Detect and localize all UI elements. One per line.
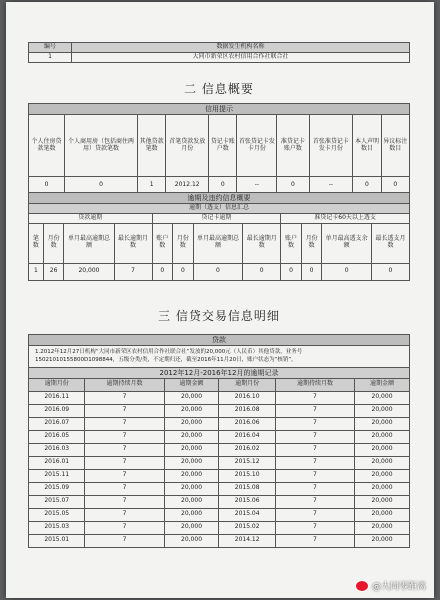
info-overview-section [28,80,410,194]
record-cell: 20,000 [355,443,410,456]
overview-value: 1 [138,177,166,194]
overview-value: -- [309,177,353,194]
credit-hint-table [28,103,410,194]
overdue-value: 0 [301,263,322,280]
record-cell: 20,000 [355,534,410,547]
overdue-summary-section [28,192,410,281]
org-row-name: 大同市新荣区农村信用合作社联合社 [72,52,410,62]
table-row [29,508,410,521]
table-row [29,534,410,547]
overview-value: 0 [29,177,65,194]
record-cell: 20,000 [164,417,219,430]
record-cell: 20,000 [355,430,410,443]
loan-note-line1: 1.2012年12月27日机构“大同市新荣区农村信用合作社联合社”发放的20,000元（人民币）其他贷款，业务号 [35,349,303,356]
record-cell: 2015.02 [219,521,275,534]
group-credit-card: 贷记卡逾期 [152,213,281,223]
overview-header: 异议标注数目 [381,115,409,177]
record-cell: 7 [85,456,164,469]
overdue-value: 0 [281,263,302,280]
record-cell: 20,000 [164,404,219,417]
overdue-value: 0 [371,263,409,280]
overdue-value: 0 [193,263,243,280]
record-cell: 20,000 [355,417,410,430]
overview-header: 准贷记卡账户数 [277,115,309,177]
overdue-header: 账户数 [152,223,173,263]
record-cell: 7 [275,417,354,430]
group-loan: 贷款逾期 [29,213,153,223]
table-row [29,430,410,443]
overdue-value: 26 [43,263,64,280]
record-cell: 2016.04 [219,430,275,443]
record-cell: 20,000 [355,508,410,521]
loan-table [28,334,410,548]
records-header: 逾期月份 [29,378,85,391]
record-cell: 2016.11 [29,391,85,404]
overdue-header: 最长逾期月数 [243,223,281,263]
overdue-header: 单月最高透支余额 [322,223,372,263]
overview-value: 2012.12 [166,177,209,194]
record-cell: 2016.07 [29,417,85,430]
table-row [29,391,410,404]
overview-value: 0 [277,177,309,194]
record-cell: 2016.09 [29,404,85,417]
record-cell: 20,000 [355,456,410,469]
record-cell: 20,000 [355,391,410,404]
overdue-header: 最长透支月数 [371,223,409,263]
org-col-name: 数据发生机构名称 [72,43,410,53]
record-cell: 2015.07 [29,495,85,508]
record-cell: 7 [85,534,164,547]
record-cell: 2015.06 [219,495,275,508]
records-header: 逾期持续月数 [275,378,354,391]
records-header: 逾期金额 [164,378,219,391]
group-semi-credit: 准贷记卡60天以上透支 [281,213,410,223]
record-cell: 7 [85,495,164,508]
overdue-header: 账户数 [281,223,302,263]
overdue-subtitle: 逾期（透支）信息汇总 [29,204,410,214]
overdue-header: 最长逾期月数 [114,223,152,263]
overdue-table [28,192,410,281]
record-cell: 2016.06 [219,417,275,430]
record-cell: 7 [275,456,354,469]
record-cell: 20,000 [164,443,219,456]
info-overview-title: 二 信息概要 [184,82,254,96]
record-cell: 7 [85,430,164,443]
record-cell: 7 [275,469,354,482]
overview-value: 0 [353,177,381,194]
overview-header: 本人声明数目 [353,115,381,177]
org-table [28,42,410,63]
record-cell: 2015.03 [29,521,85,534]
table-row [29,521,410,534]
overdue-header: 月份数 [43,223,64,263]
overview-value: -- [237,177,277,194]
record-cell: 20,000 [164,430,219,443]
record-cell: 20,000 [164,495,219,508]
overdue-value: 0 [322,263,372,280]
weibo-icon [355,580,369,592]
overdue-value: 1 [29,263,44,280]
overdue-value: 0 [243,263,281,280]
credit-detail-section [28,307,410,548]
record-cell: 7 [85,391,164,404]
record-cell: 7 [275,508,354,521]
record-cell: 7 [275,521,354,534]
overview-header: 首张准贷记卡发卡月份 [309,115,353,177]
record-cell: 2016.05 [29,430,85,443]
record-cell: 2015.12 [219,456,275,469]
overdue-value: 0 [173,263,194,280]
record-cell: 7 [85,482,164,495]
table-row [29,495,410,508]
record-cell: 20,000 [355,482,410,495]
record-cell: 20,000 [355,495,410,508]
record-cell: 2015.04 [219,508,275,521]
overdue-header: 单月最高逾期总额 [193,223,243,263]
record-cell: 2015.11 [29,469,85,482]
record-cell: 20,000 [164,534,219,547]
table-row [29,417,410,430]
org-col-no: 编号 [29,43,72,53]
overview-header: 首笔贷款发放月份 [166,115,209,177]
table-row [29,443,410,456]
record-cell: 20,000 [355,404,410,417]
records-title: 2012年12月-2016年12月的逾期记录 [29,367,410,378]
record-cell: 7 [85,417,164,430]
record-cell: 20,000 [164,391,219,404]
record-cell: 7 [275,534,354,547]
weibo-watermark [355,579,426,592]
record-cell: 2015.05 [29,508,85,521]
overview-value: 0 [65,177,138,194]
records-header: 逾期持续月数 [85,378,164,391]
record-cell: 7 [275,495,354,508]
record-cell: 2015.09 [29,482,85,495]
record-cell: 7 [275,404,354,417]
record-cell: 20,000 [164,508,219,521]
record-cell: 20,000 [164,469,219,482]
overdue-value: 20,000 [64,263,114,280]
overdue-header: 月份数 [301,223,322,263]
record-cell: 2015.10 [219,469,275,482]
overview-value: 0 [381,177,409,194]
overview-header: 个人商用房（包括商住两用）贷款笔数 [65,115,138,177]
record-cell: 2016.08 [219,404,275,417]
record-cell: 2016.01 [29,456,85,469]
record-cell: 2015.08 [219,482,275,495]
record-cell: 2016.10 [219,391,275,404]
overview-header: 个人住房贷款笔数 [29,115,65,177]
org-row-no: 1 [29,52,72,62]
table-row [29,404,410,417]
org-section [28,42,410,63]
record-cell: 7 [275,391,354,404]
record-cell: 20,000 [355,469,410,482]
record-cell: 7 [275,443,354,456]
watermark-text: @大同零距离 [371,582,426,592]
record-cell: 20,000 [355,521,410,534]
record-cell: 7 [85,508,164,521]
record-cell: 7 [85,404,164,417]
overview-value: 0 [209,177,237,194]
record-cell: 20,000 [164,521,219,534]
overdue-header: 月份数 [173,223,194,263]
record-cell: 7 [85,443,164,456]
record-cell: 2016.02 [219,443,275,456]
overview-header: 其他贷款笔数 [138,115,166,177]
record-cell: 20,000 [164,456,219,469]
loan-note-line2: 15021010155800D1098844，五级分类/类，不定期归还，截至2016年11月20日，账户状态为“核销”。 [35,357,297,364]
overdue-value: 7 [114,263,152,280]
records-header: 逾期月份 [219,378,275,391]
record-cell: 7 [275,430,354,443]
record-cell: 7 [85,469,164,482]
record-cell: 2016.03 [29,443,85,456]
table-row [29,469,410,482]
loan-title: 贷款 [29,335,410,346]
credit-detail-title: 三 信贷交易信息明细 [158,309,280,323]
record-cell: 7 [85,521,164,534]
record-cell: 2015.01 [29,534,85,547]
record-cell: 20,000 [164,482,219,495]
overview-header: 首张贷记卡发卡月份 [237,115,277,177]
record-cell: 7 [275,482,354,495]
credit-report-page [6,2,434,598]
overdue-title: 逾期及违约信息概要 [29,193,410,204]
record-cell: 2014.12 [219,534,275,547]
records-header: 逾期金额 [355,378,410,391]
overview-header: 贷记卡账户数 [209,115,237,177]
overdue-header: 单月最高逾期总额 [64,223,114,263]
overdue-value: 0 [152,263,173,280]
table-row [29,456,410,469]
table-row [29,482,410,495]
credit-hint-title: 信用提示 [29,104,410,115]
loan-note [29,346,410,368]
overdue-header: 笔数 [29,223,44,263]
